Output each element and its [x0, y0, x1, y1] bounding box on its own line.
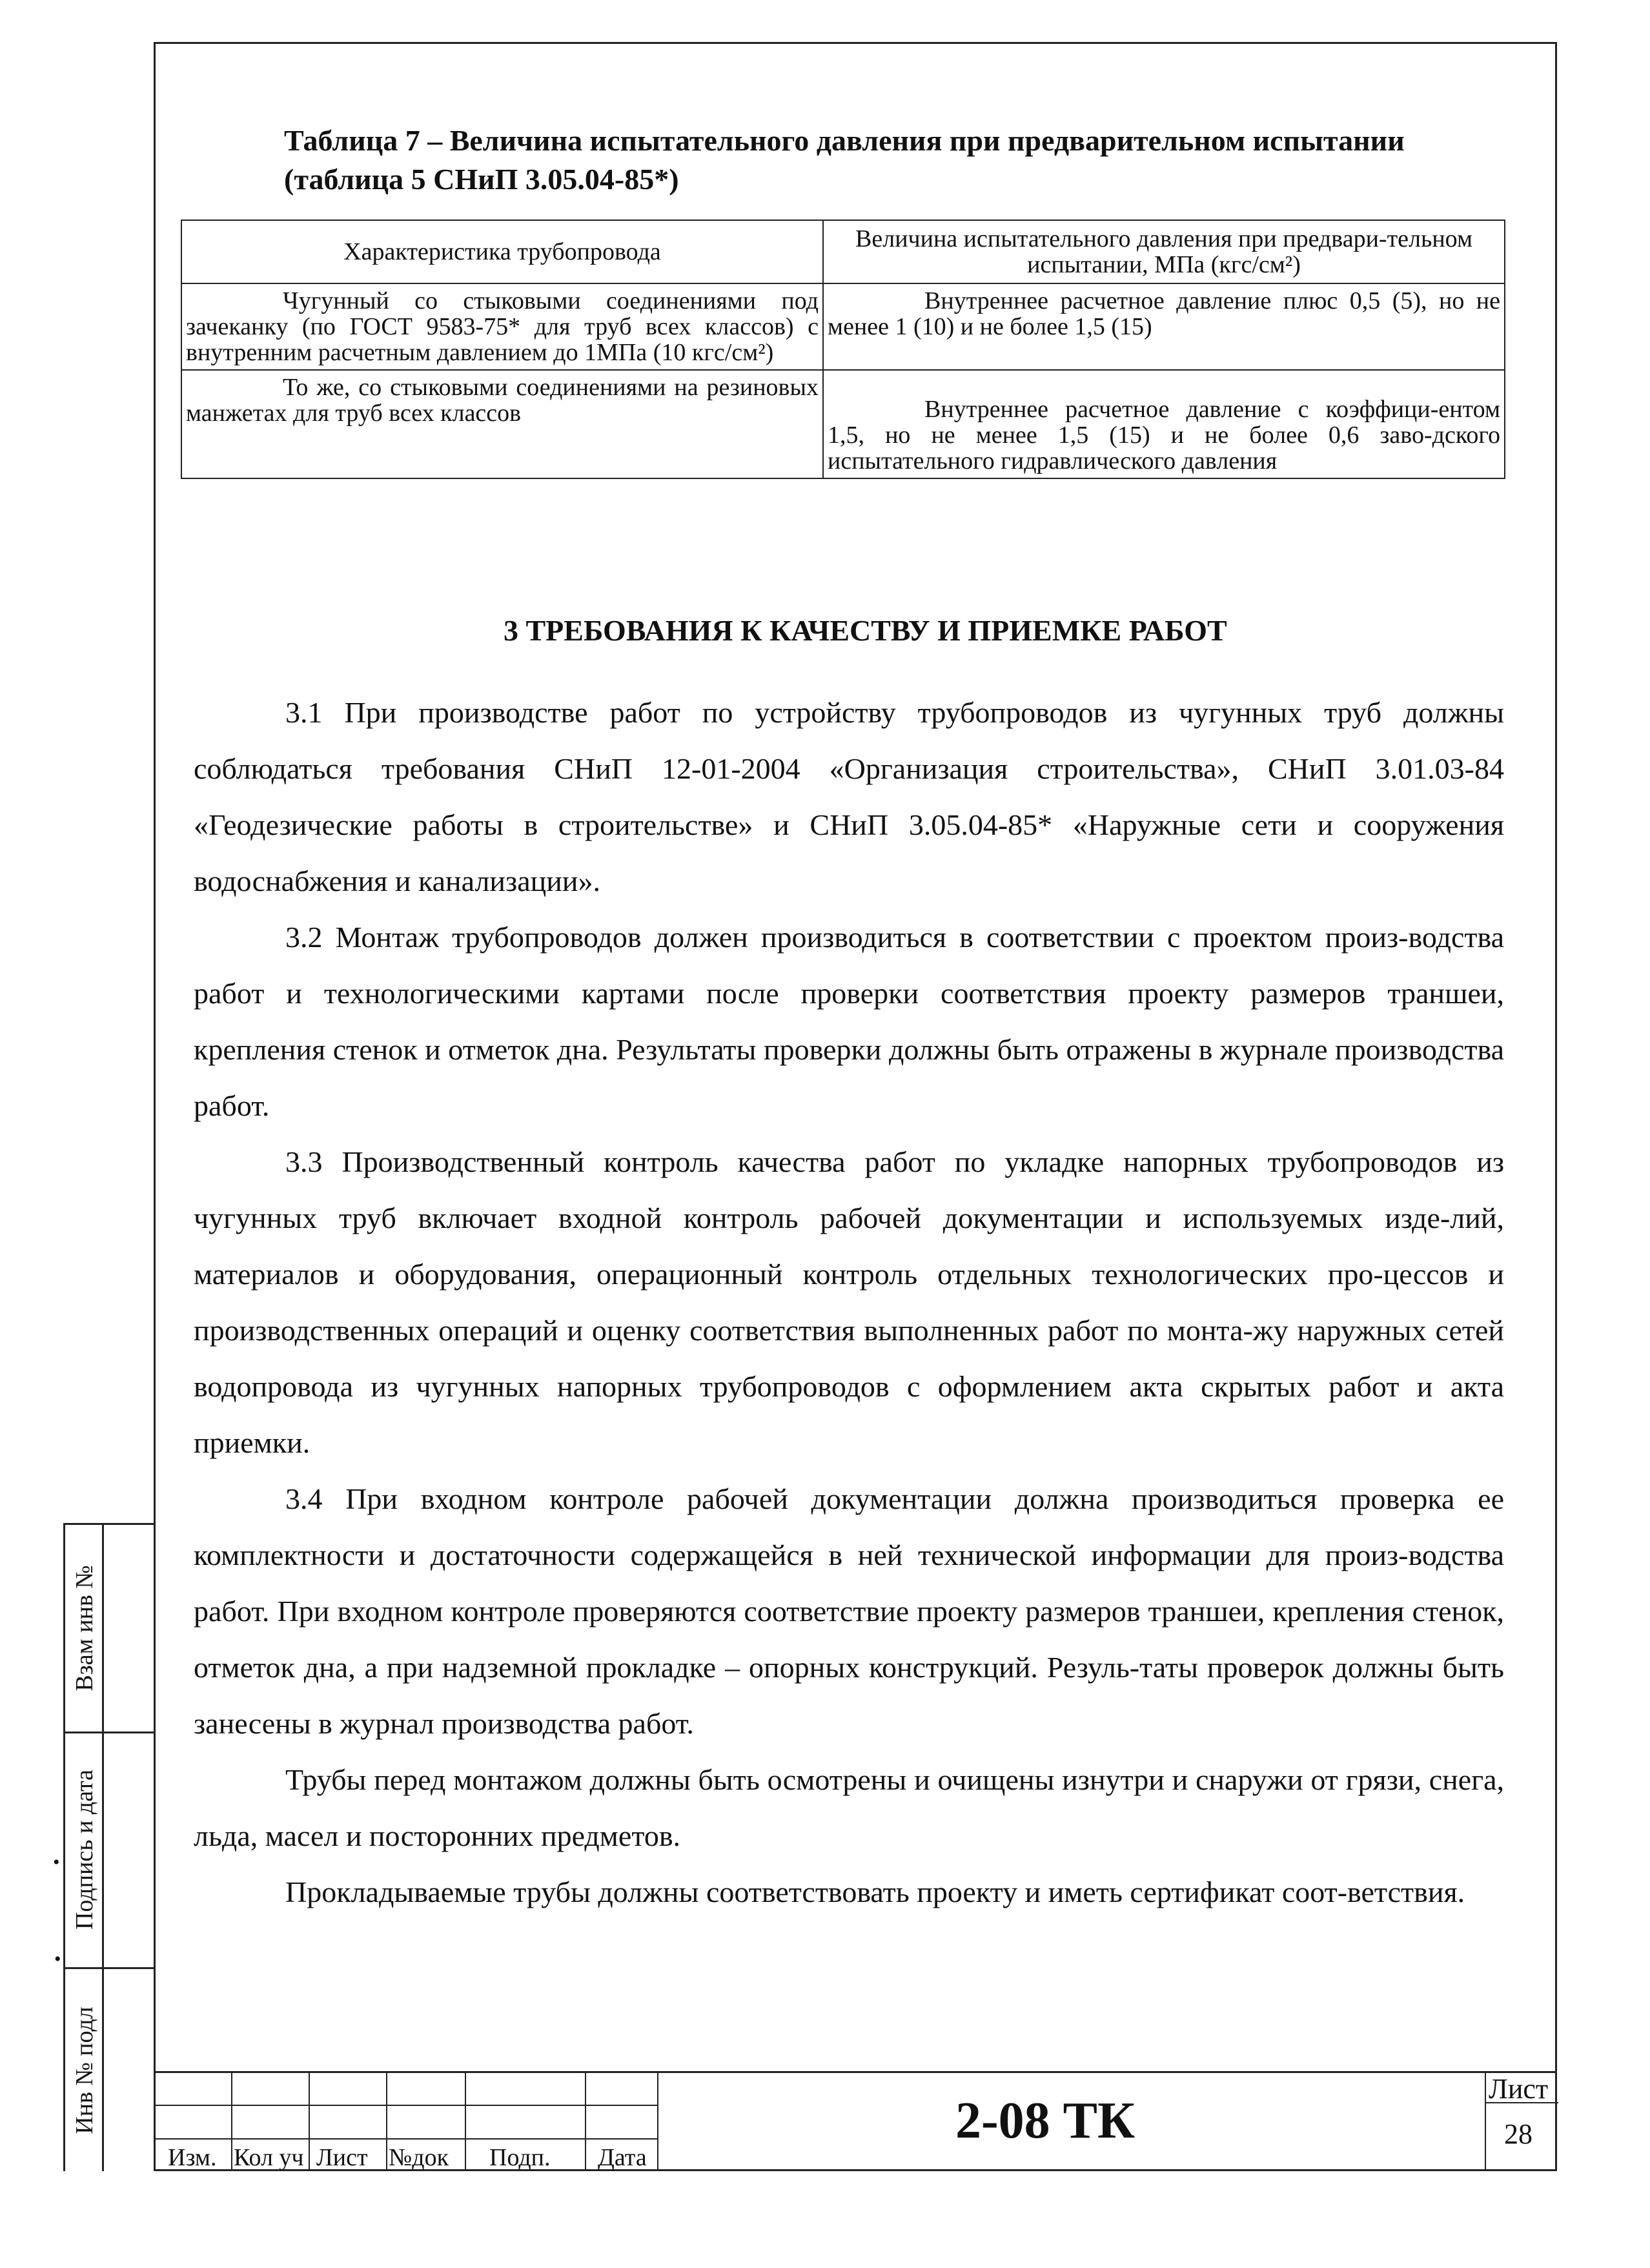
- table-header-cell: Характеристика трубопровода: [181, 220, 823, 283]
- paragraph: Трубы перед монтажом должны быть осмотрены и очищены изнутри и снаружи от грязи, снега, льда, масел и посторонних предметов.: [194, 1763, 1504, 1852]
- paragraph: 3.2 Монтаж трубопроводов должен производиться в соответствии с проектом произ-водства работ и технологическими картами после проверки соответствия проекту размеров траншеи, крепления стенок и отметок дна. Результаты проверки должны быть отражены в журнале производства работ.: [194, 921, 1504, 1122]
- side-cell-vzam: [65, 1525, 104, 1732]
- title-block: [154, 2071, 1557, 2171]
- body-text: [194, 684, 1504, 1920]
- side-stamp: [63, 1523, 154, 2171]
- scan-mark: •: [53, 1852, 60, 1873]
- stamp-line: [465, 2071, 466, 2171]
- stamp-header-izm: Изм.: [168, 2144, 217, 2171]
- stamp-line: [154, 2105, 657, 2106]
- stamp-line: [386, 2071, 387, 2171]
- table-cell: Чугунный со стыковыми соединениями под зачеканку (по ГОСТ 9583-75* для труб всех классов) с внутренним расчетным давлением до 1МПа (10 кгс/см²): [181, 283, 823, 370]
- table-row: [181, 370, 1505, 478]
- table-cell: То же, со стыковыми соединениями на резиновых манжетах для труб всех классов: [181, 370, 823, 478]
- stamp-header-kolvo: Кол уч: [234, 2144, 304, 2171]
- side-label-vzam: Взам инв №: [71, 1565, 98, 1691]
- paragraph: 3.1 При производстве работ по устройству трубопроводов из чугунных труб должны соблюдаться требования СНиП 12-01-2004 «Организация строительства», СНиП 3.01.03-84 «Геодезические работы в строительстве» и СНиП 3.05.04-85* «Наружные сети и сооружения водоснабжения и канализации».: [194, 696, 1504, 897]
- table-cell: Внутреннее расчетное давление с коэффици-ентом 1,5, но не менее 1,5 (15) и не более 0,6 заво-дского испытательного гидравлического давления: [823, 370, 1505, 478]
- paragraph: 3.4 При входном контроле рабочей документации должна производиться проверка ее комплектности и достаточности содержащейся в ней технической информации для произ-водства работ. При входном контроле проверяются соответствие проекту размеров траншеи, крепления стенок, отметок дна, а при надземной прокладке – опорных конструкций. Резуль-таты проверок должны быть занесены в журнал производства работ.: [194, 1482, 1504, 1740]
- sheet-label: Лист: [1489, 2073, 1549, 2105]
- stamp-line: [154, 2138, 657, 2140]
- pressure-table: [181, 220, 1505, 479]
- stamp-header-podp: Подп.: [489, 2144, 551, 2171]
- table-row: [181, 283, 1505, 370]
- stamp-line: [309, 2071, 310, 2171]
- stamp-header-list: Лист: [316, 2144, 368, 2171]
- paragraph: 3.3 Производственный контроль качества работ по укладке напорных трубопроводов из чугунных труб включает входной контроль рабочей документации и используемых изде-лий, материалов и оборудования, операционный контроль отдельных технологических про-цессов и производственных операций и оценку соответствия выполненных работ по монта-жу наружных сетей водопровода из чугунных напорных трубопроводов с оформлением акта скрытых работ и акта приемки.: [194, 1145, 1504, 1459]
- document-code: 2-08 ТК: [955, 2092, 1136, 2149]
- table-header-cell: Величина испытательного давления при предвари-тельном испытании, МПа (кгс/см²): [823, 220, 1505, 283]
- table-header-row: [181, 220, 1505, 283]
- scan-mark: •: [54, 1948, 61, 1970]
- table-title: Таблица 7 – Величина испытательного давления при предварительном испытании (таблица 5 СНиП 3.05.04-85*): [284, 124, 1405, 196]
- stamp-line: [585, 2071, 586, 2171]
- side-label-podpis: Подпись и дата: [71, 1769, 98, 1930]
- table-cell: Внутреннее расчетное давление плюс 0,5 (5), но не менее 1 (10) и не более 1,5 (15): [823, 283, 1505, 370]
- paragraph: Прокладываемые трубы должны соответствовать проекту и иметь сертификат соот-ветствия.: [285, 1875, 1465, 1908]
- side-cell-podpis: [65, 1732, 104, 1967]
- stamp-line: [657, 2071, 658, 2171]
- sheet-number: 28: [1504, 2118, 1533, 2150]
- stamp-line: [231, 2071, 232, 2171]
- side-label-inv: Инв № подл: [71, 2006, 98, 2134]
- stamp-header-ndok: №док: [389, 2144, 449, 2171]
- side-cell-inv: [65, 1967, 104, 2173]
- section-title: 3 ТРЕБОВАНИЯ К КАЧЕСТВУ И ПРИЕМКЕ РАБОТ: [504, 614, 1227, 647]
- stamp-header-data: Дата: [598, 2144, 647, 2171]
